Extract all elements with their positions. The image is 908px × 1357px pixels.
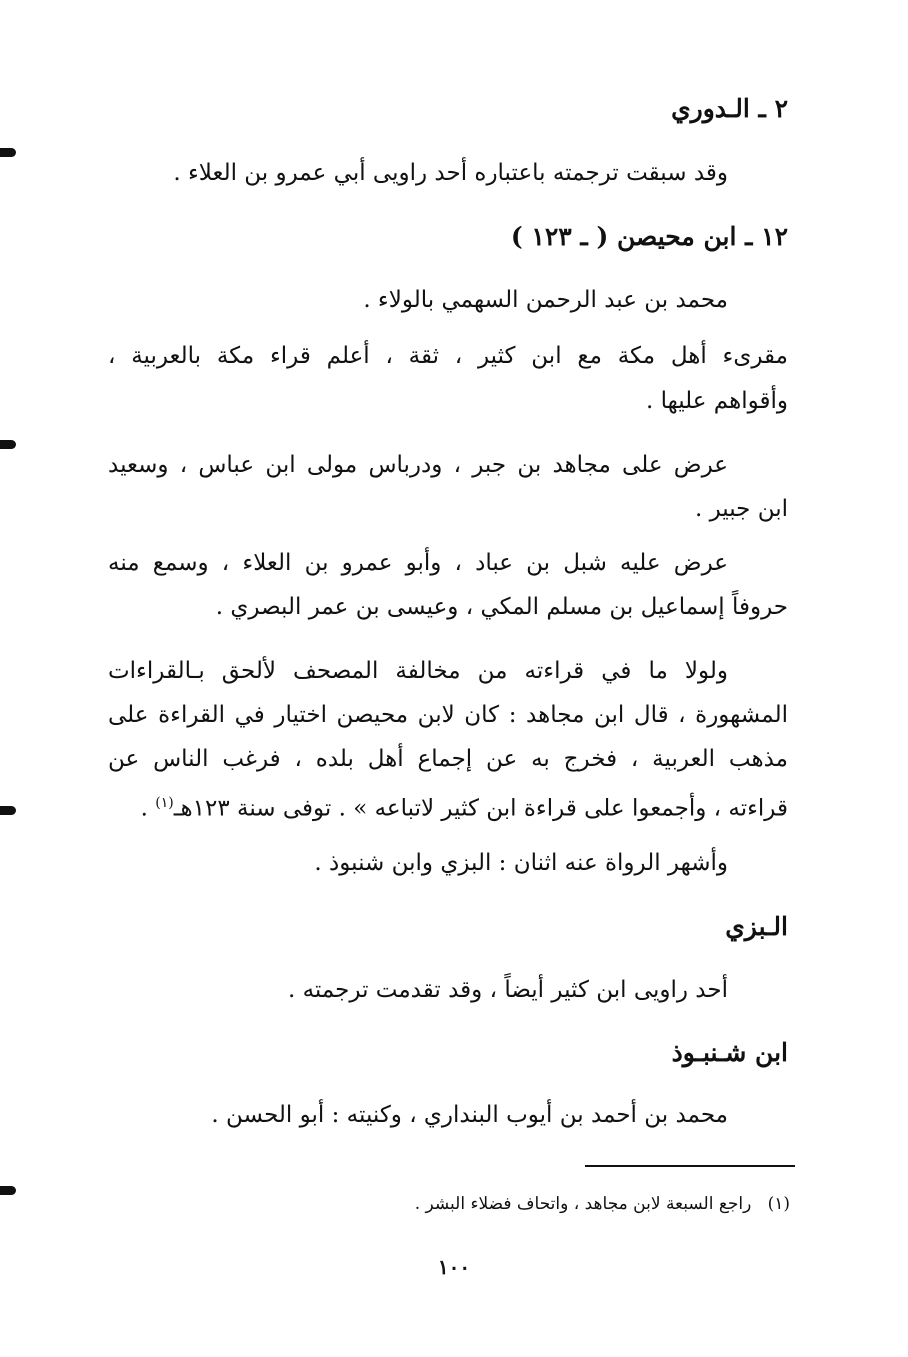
section-heading-ibn-muhaysin: ١٢ ـ ابن محيصن ( ـ ١٢٣ ) bbox=[510, 222, 788, 251]
muhaysin-paragraph-3-line-1: عرض عليه شبل بن عباد ، وأبو عمرو بن العلاء ، وسمع منه bbox=[108, 550, 728, 576]
footnote-text: راجع السبعة لابن مجاهد ، واتحاف فضلاء البشر . bbox=[414, 1194, 752, 1214]
margin-mark bbox=[0, 440, 16, 449]
muhaysin-paragraph-4-line-3: مذهب العربية ، فخرج به عن إجماع أهل بلده ، فرغب الناس عن bbox=[108, 746, 788, 772]
footnote bbox=[415, 1192, 790, 1216]
douri-text: وقد سبقت ترجمته باعتباره أحد راويى أبي عمرو بن العلاء . bbox=[173, 160, 728, 186]
footnote-divider bbox=[585, 1165, 795, 1167]
paragraph-4-line-4-text: قراءته ، وأجمعوا على قراءة ابن كثير لاتباعه » . توفى سنة ١٢٣هـ bbox=[173, 795, 788, 822]
muhaysin-paragraph-4-line-4 bbox=[141, 788, 788, 824]
muhaysin-paragraph-2-line-2: ابن جبير . bbox=[694, 496, 788, 522]
bazzi-text: أحد راويى ابن كثير أيضاً ، وقد تقدمت ترجمته . bbox=[287, 977, 728, 1003]
muhaysin-paragraph-1-line-2: وأقواهم عليها . bbox=[645, 388, 788, 414]
paragraph-4-line-4-end: . bbox=[140, 795, 156, 822]
margin-mark bbox=[0, 806, 16, 815]
muhaysin-paragraph-4-line-2: المشهورة ، قال ابن مجاهد : كان لابن محيصن اختيار في القراءة على bbox=[108, 702, 788, 728]
footnote-reference[interactable]: (١) bbox=[155, 795, 174, 811]
muhaysin-name-line: محمد بن عبد الرحمن السهمي بالولاء . bbox=[363, 287, 728, 313]
muhaysin-paragraph-3-line-2: حروفاً إسماعيل بن مسلم المكي ، وعيسى بن عمر البصري . bbox=[215, 594, 788, 620]
section-heading-douri: ٢ ـ الـدوري bbox=[671, 94, 788, 123]
shanbudh-text: محمد بن أحمد بن أيوب البنداري ، وكنيته : أبو الحسن . bbox=[211, 1102, 728, 1128]
section-heading-bazzi: الـبزي bbox=[725, 912, 788, 941]
section-heading-ibn-shanbudh: ابن شـنبـوذ bbox=[671, 1038, 788, 1067]
muhaysin-paragraph-1-line-1: مقرىء أهل مكة مع ابن كثير ، ثقة ، أعلم قراء مكة بالعربية ، bbox=[108, 343, 788, 369]
footnote-marker: (١) bbox=[767, 1194, 790, 1214]
muhaysin-paragraph-2-line-1: عرض على مجاهد بن جبر ، ودرباس مولى ابن عباس ، وسعيد bbox=[108, 452, 728, 478]
page-number: ١٠٠ bbox=[437, 1255, 471, 1279]
muhaysin-paragraph-4-line-1: ولولا ما في قراءته من مخالفة المصحف لألحق بـالقراءات bbox=[108, 658, 728, 684]
margin-mark bbox=[0, 1186, 16, 1195]
margin-mark bbox=[0, 148, 16, 157]
muhaysin-narrators: وأشهر الرواة عنه اثنان : البزي وابن شنبوذ . bbox=[314, 850, 728, 876]
